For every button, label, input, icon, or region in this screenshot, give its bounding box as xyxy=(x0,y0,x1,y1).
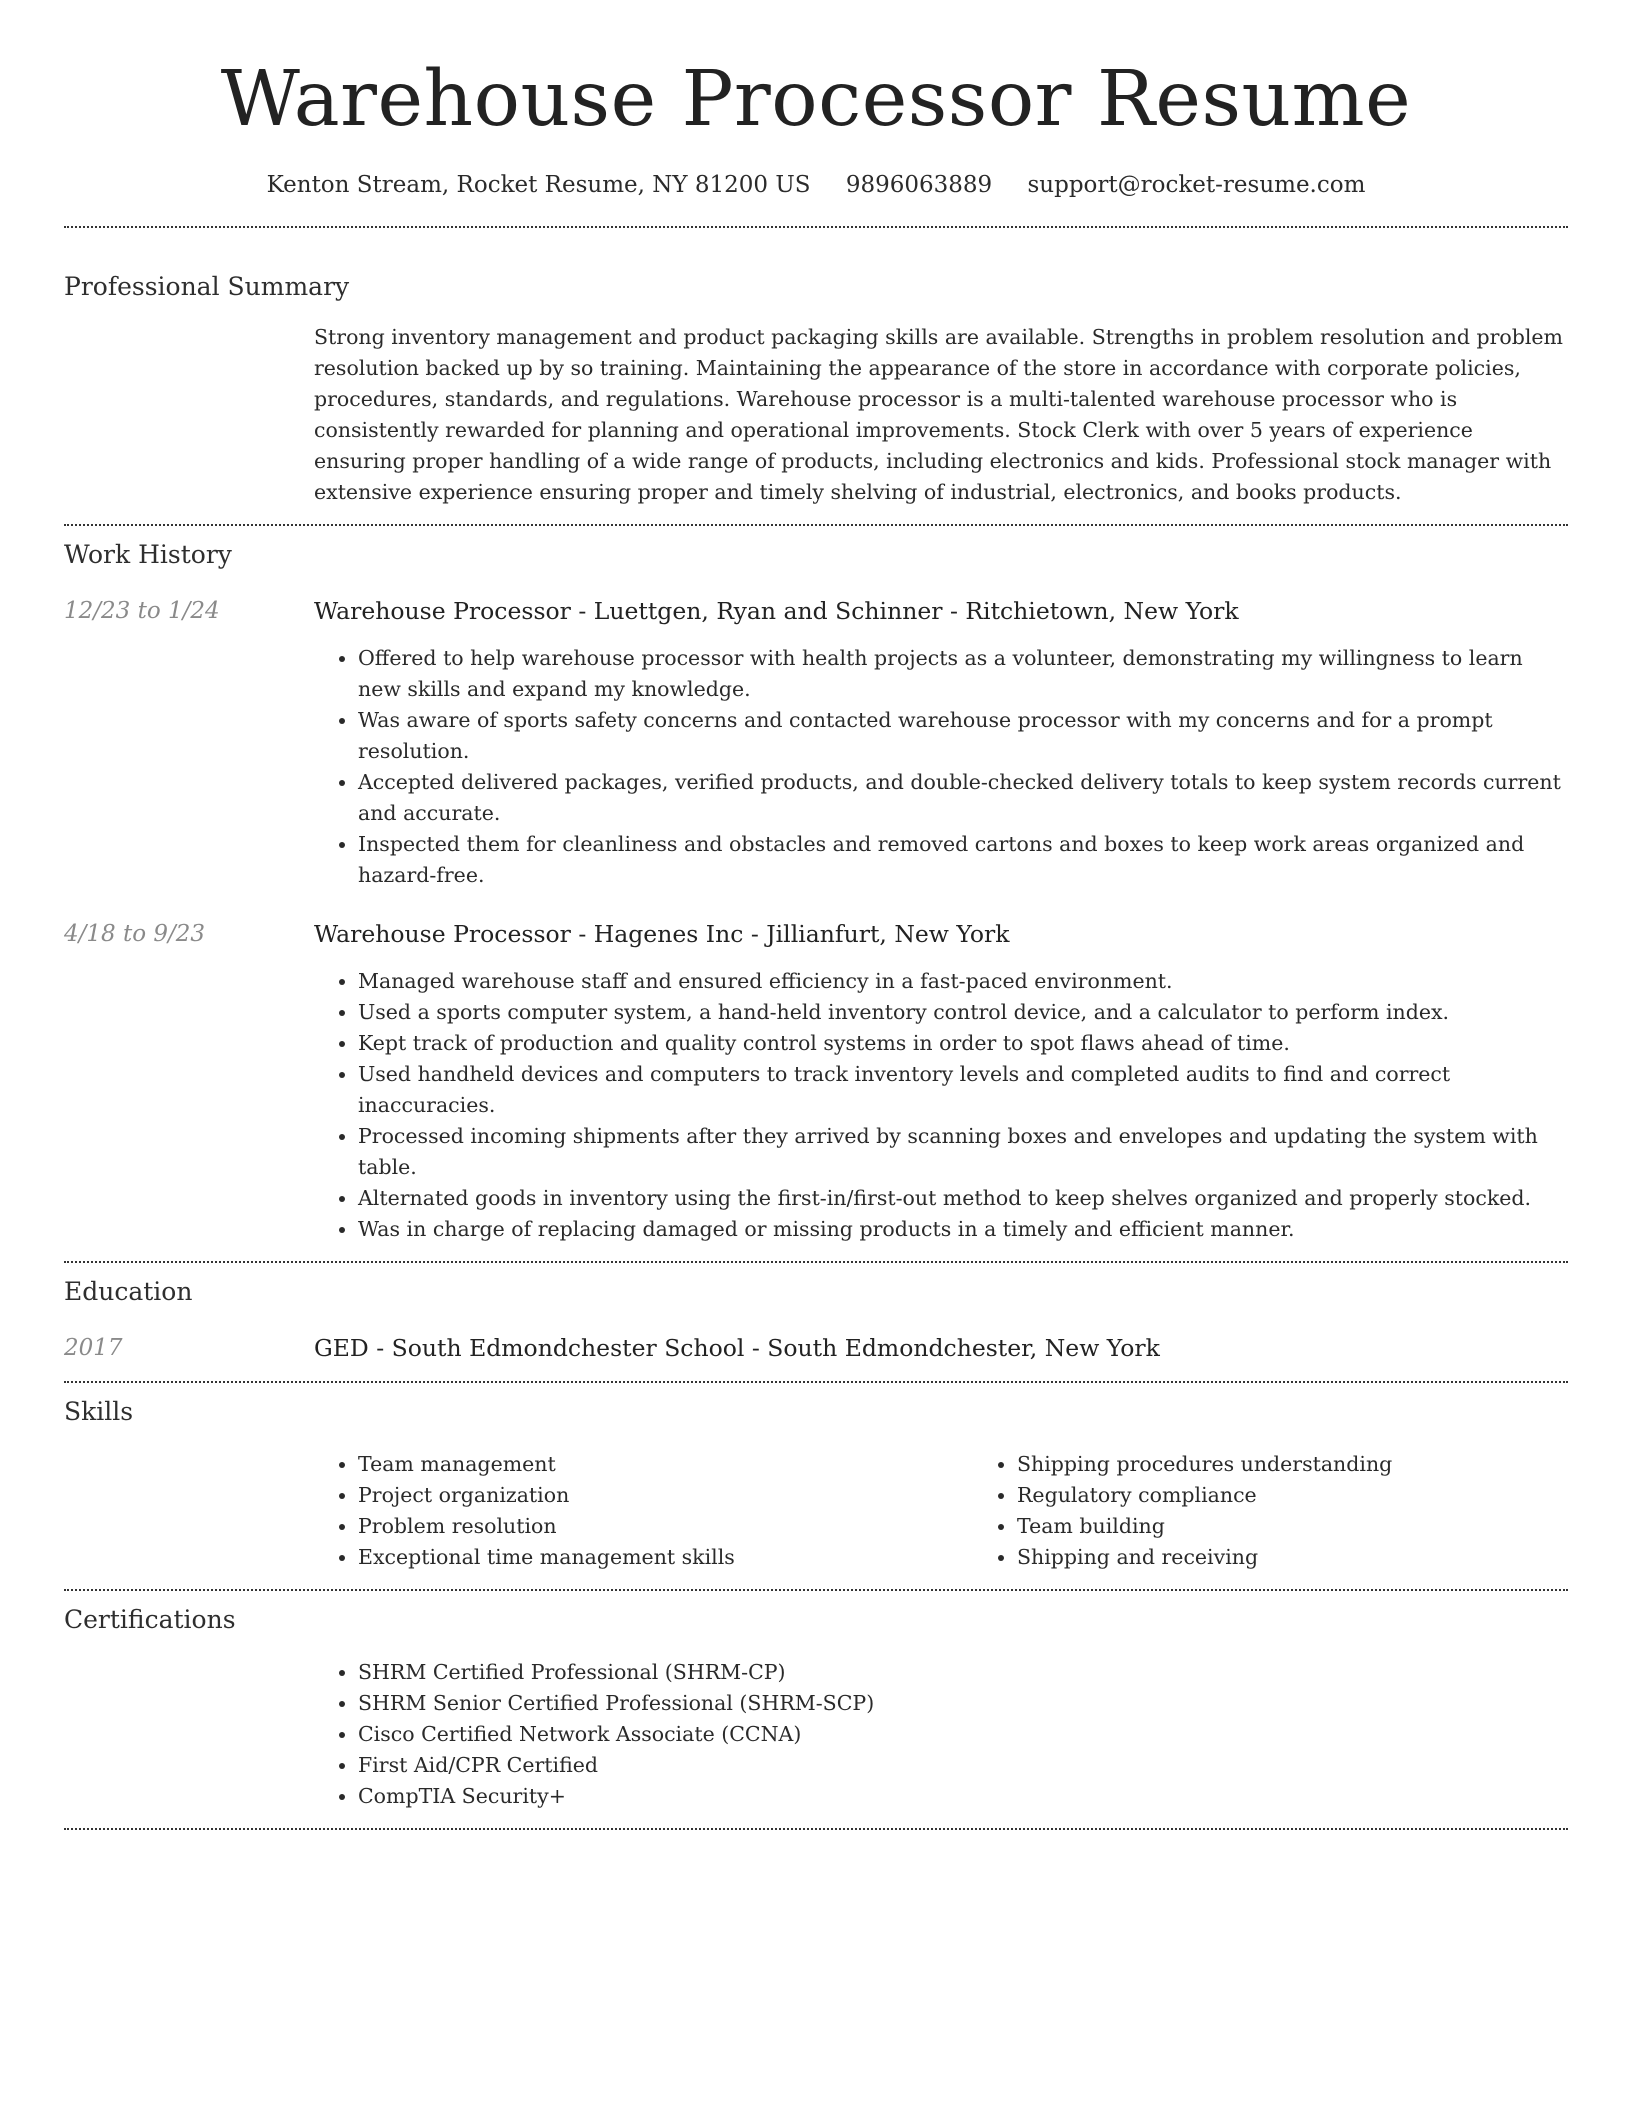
skill-item: • Problem resolution xyxy=(358,1511,973,1542)
certification-item: • CompTIA Security+ xyxy=(358,1781,1568,1812)
certification-item: • SHRM Senior Certified Professional (SHRM-SCP) xyxy=(358,1688,1568,1719)
education-body xyxy=(314,1333,1568,1363)
certification-item: • Cisco Certified Network Associate (CCNA) xyxy=(358,1719,1568,1750)
job-bullet: • Accepted delivered packages, verified products, and double-checked delivery totals to keep system records current and accurate. xyxy=(358,767,1568,829)
job-bullet: • Alternated goods in inventory using the first-in/first-out method to keep shelves organized and properly stocked. xyxy=(358,1183,1568,1214)
skills-row xyxy=(64,1449,1568,1573)
job-body xyxy=(314,596,1568,891)
job-bullet: • Managed warehouse staff and ensured efficiency in a fast-paced environment. xyxy=(358,966,1568,997)
job-bullet: • Was aware of sports safety concerns and contacted warehouse processor with my concerns and for a prompt resolution. xyxy=(358,705,1568,767)
job-entry xyxy=(64,596,1568,891)
job-dates: 4/18 to 9/23 xyxy=(64,921,206,947)
contact-address: Kenton Stream, Rocket Resume, NY 81200 US xyxy=(266,172,811,198)
contact-email: support@rocket-resume.com xyxy=(1027,172,1366,198)
summary-spacer xyxy=(64,322,314,508)
skill-item: • Team management xyxy=(358,1449,973,1480)
job-bullets xyxy=(314,643,1568,891)
education-text: GED - South Edmondchester School - South Edmondchester, New York xyxy=(314,1334,1160,1362)
summary-body xyxy=(314,322,1568,508)
skill-item: • Shipping procedures understanding xyxy=(1017,1449,1617,1480)
job-entry xyxy=(64,919,1568,1245)
skill-item: • Regulatory compliance xyxy=(1017,1480,1617,1511)
work-heading: Work History xyxy=(64,540,232,569)
skill-item: • Shipping and receiving xyxy=(1017,1542,1617,1573)
skills-body xyxy=(314,1449,1617,1573)
skills-list-right xyxy=(973,1449,1617,1573)
job-bullet: • Used a sports computer system, a hand-held inventory control device, and a calculator to perform index. xyxy=(358,997,1568,1028)
certification-item: • SHRM Certified Professional (SHRM-CP) xyxy=(358,1657,1568,1688)
divider xyxy=(64,1828,1568,1830)
job-body xyxy=(314,919,1568,1245)
education-section xyxy=(64,1263,1568,1363)
job-bullet: • Kept track of production and quality control systems in order to spot flaws ahead of time. xyxy=(358,1028,1568,1059)
certifications-heading: Certifications xyxy=(64,1605,236,1634)
job-bullet: • Used handheld devices and computers to track inventory levels and completed audits to find and correct inaccuracies. xyxy=(358,1059,1568,1121)
job-title: Warehouse Processor - Hagenes Inc - Jillianfurt, New York xyxy=(314,920,1010,948)
skills-heading: Skills xyxy=(64,1397,134,1426)
certifications-row xyxy=(64,1657,1568,1812)
skills-grid xyxy=(314,1449,1617,1573)
job-bullet: • Was in charge of replacing damaged or missing products in a timely and efficient manner. xyxy=(358,1214,1568,1245)
skills-spacer xyxy=(64,1449,314,1573)
education-date: 2017 xyxy=(64,1335,123,1361)
education-heading: Education xyxy=(64,1277,193,1306)
work-section xyxy=(64,526,1568,1245)
certifications-list xyxy=(314,1657,1568,1812)
education-entry xyxy=(64,1333,1568,1363)
summary-row xyxy=(64,322,1568,508)
summary-text: Strong inventory management and product packaging skills are available. Strengths in problem resolution and problem resolution backed up by so training. Maintaining the appearance of the store in accordance with corporate policies, procedures, standards, and regulations. Warehouse processor is a multi-talented warehouse processor who is consistently rewarded for planning and operational improvements. Stock Clerk with over 5 years of experience ensuring proper handling of a wide range of products, including electronics and kids. Professional stock manager with extensive experience ensuring proper and timely shelving of industrial, electronics, and books products. xyxy=(314,325,1563,504)
summary-heading: Professional Summary xyxy=(64,272,350,301)
certifications-section xyxy=(64,1591,1568,1812)
skill-item: • Exceptional time management skills xyxy=(358,1542,973,1573)
job-bullets xyxy=(314,966,1568,1245)
job-title: Warehouse Processor - Luettgen, Ryan and Schinner - Ritchietown, New York xyxy=(314,597,1239,625)
skills-list-left xyxy=(314,1449,973,1573)
skill-item: • Project organization xyxy=(358,1480,973,1511)
job-bullet: • Inspected them for cleanliness and obstacles and removed cartons and boxes to keep work areas organized and hazard-free. xyxy=(358,829,1568,891)
contact-line xyxy=(64,170,1568,200)
skills-section xyxy=(64,1383,1568,1573)
contact-phone: 9896063889 xyxy=(845,172,993,198)
summary-section xyxy=(64,228,1568,508)
job-bullet: • Processed incoming shipments after they arrived by scanning boxes and envelopes and updating the system with table. xyxy=(358,1121,1568,1183)
certification-item: • First Aid/CPR Certified xyxy=(358,1750,1568,1781)
job-bullet: • Offered to help warehouse processor with health projects as a volunteer, demonstrating my willingness to learn new skills and expand my knowledge. xyxy=(358,643,1568,705)
certifications-body xyxy=(314,1657,1568,1812)
skill-item: • Team building xyxy=(1017,1511,1617,1542)
resume-title: Warehouse Processor Resume xyxy=(220,55,1412,144)
resume-page xyxy=(64,0,1568,1830)
job-dates: 12/23 to 1/24 xyxy=(64,598,220,624)
certifications-spacer xyxy=(64,1657,314,1812)
